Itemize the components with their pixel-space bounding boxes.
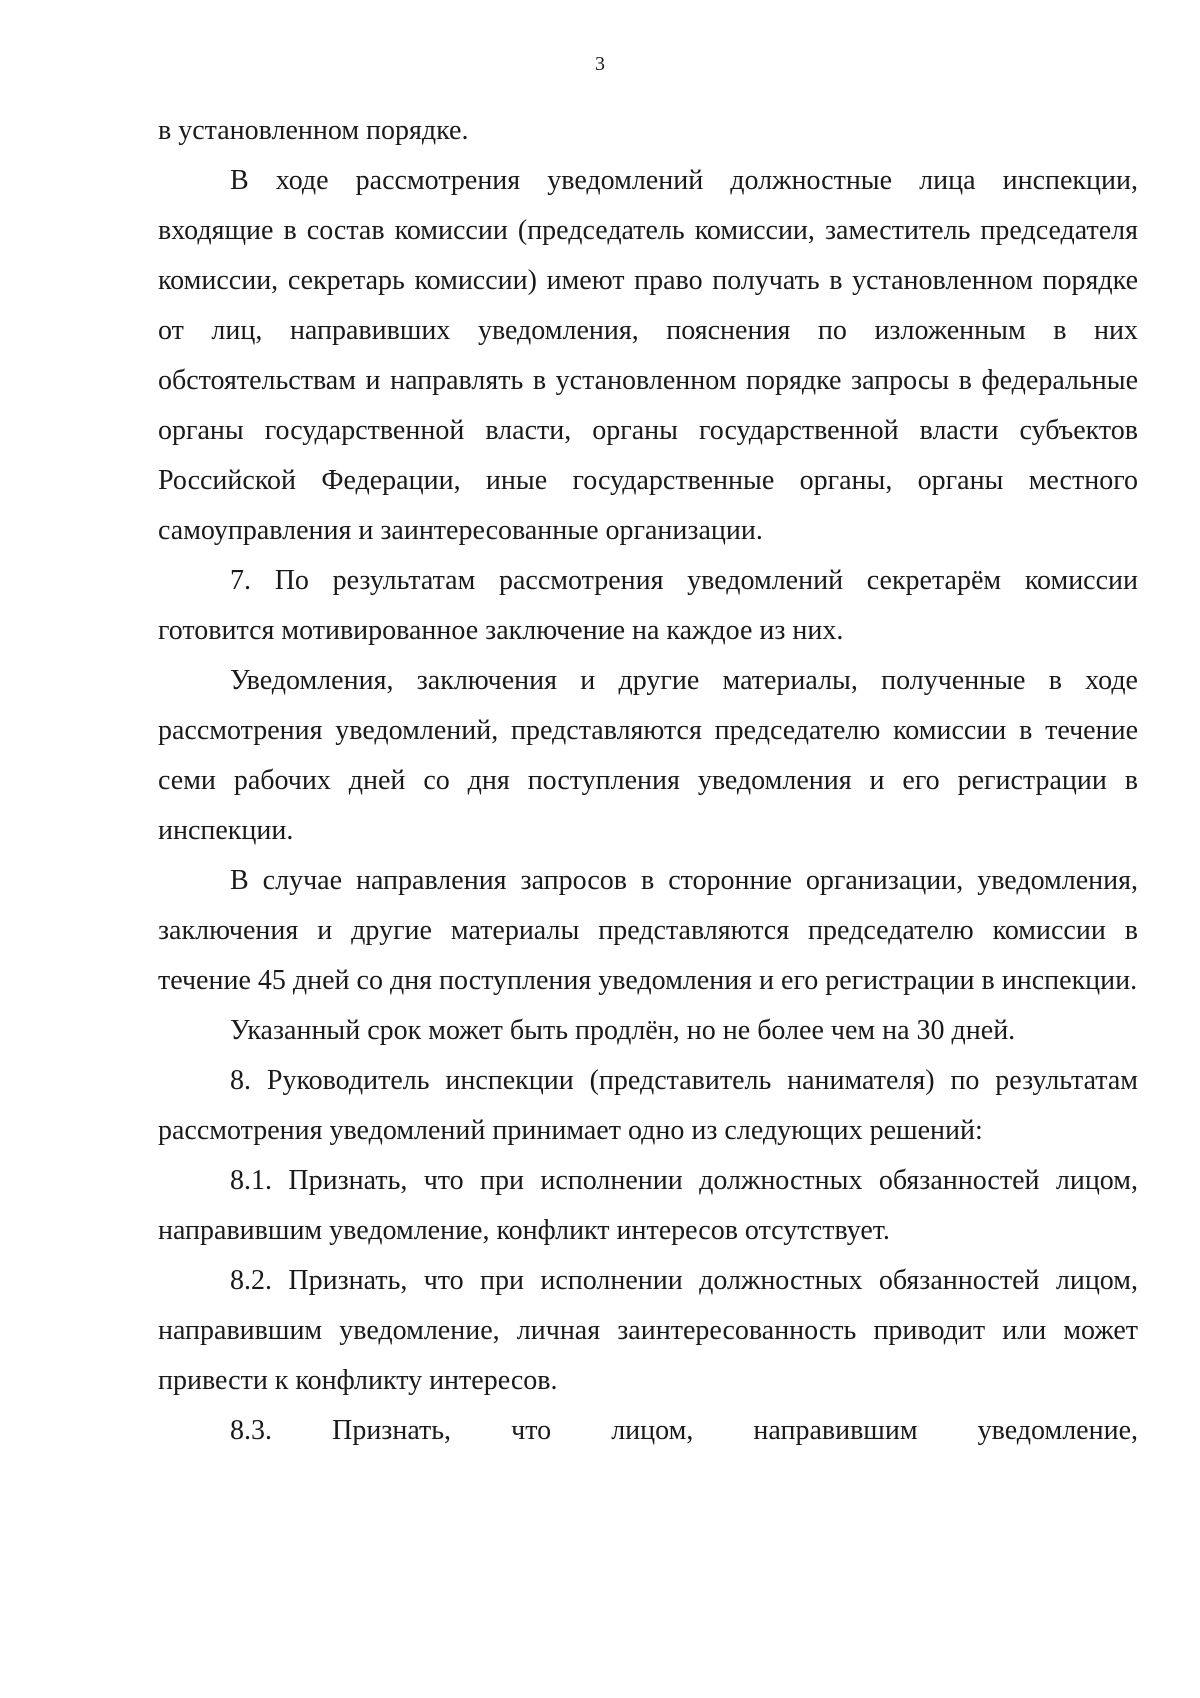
paragraph-8-1: 8.1. Признать, что при исполнении должностных обязанностей лицом, направившим уведомление, конфликт интересов отсутствует. [158, 1165, 1138, 1246]
paragraph-extension: Указанный срок может быть продлён, но не более чем на 30 дней. [230, 1015, 1016, 1046]
page-number: 3 [595, 53, 605, 75]
document-body [158, 106, 1138, 1456]
paragraph-commission-rights: В ходе рассмотрения уведомлений должностные лица инспекции, входящие в состав комиссии (председатель комиссии, заместитель председателя комиссии, секретарь комиссии) имеют право получать в установленном порядке от лиц, направивших уведомления, пояснения по изложенным в них обстоятельствам и направлять в установленном порядке запросы в федеральные органы государственной власти, органы государственной власти субъектов Российской Федерации, иные государственные органы, органы местного самоуправления и заинтересованные организации. [158, 165, 1138, 546]
paragraph-submission-term: Уведомления, заключения и другие материалы, полученные в ходе рассмотрения уведомлений, представляются председателю комиссии в течение семи рабочих дней со дня поступления уведомления и его регистрации в инспекции. [158, 665, 1138, 846]
paragraph-8-3: 8.3. Признать, что лицом, направившим уведомление, [230, 1415, 1138, 1446]
paragraph-continuation: в установленном порядке. [158, 115, 469, 146]
paragraph-8-2: 8.2. Признать, что при исполнении должностных обязанностей лицом, направившим уведомление, личная заинтересованность приводит или может привести к конфликту интересов. [158, 1265, 1138, 1396]
paragraph-8-decisions: 8. Руководитель инспекции (представитель нанимателя) по результатам рассмотрения уведомлений принимает одно из следующих решений: [158, 1065, 1138, 1146]
paragraph-7-conclusion: 7. По результатам рассмотрения уведомлений секретарём комиссии готовится мотивированное заключение на каждое из них. [158, 565, 1138, 646]
paragraph-requests-term: В случае направления запросов в сторонние организации, уведомления, заключения и другие материалы представляются председателю комиссии в течение 45 дней со дня поступления уведомления и его регистрации в инспекции. [158, 865, 1138, 996]
